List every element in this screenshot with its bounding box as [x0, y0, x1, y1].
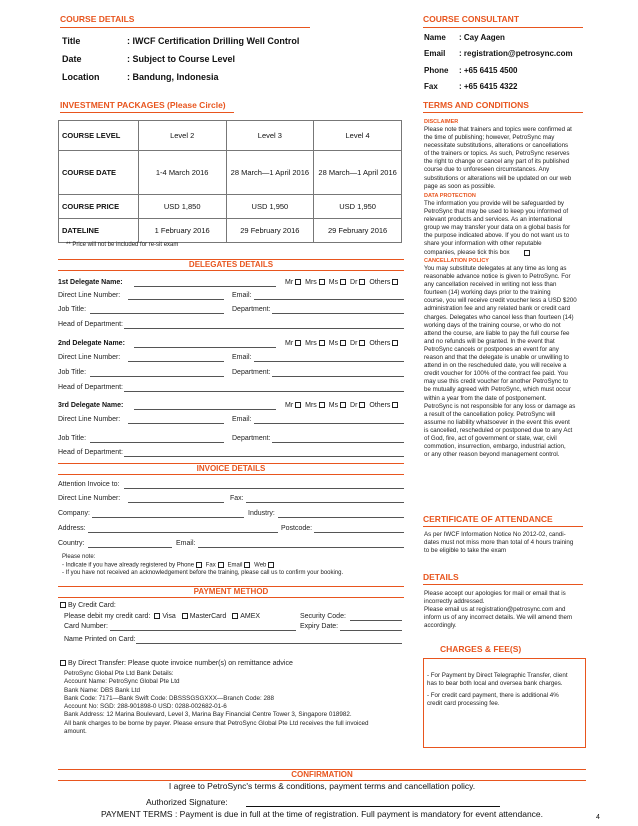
amex-label: AMEX	[240, 613, 261, 620]
country-field[interactable]	[88, 547, 172, 548]
disclaimer-title: DISCLAIMER	[424, 119, 459, 125]
mr-label: Mr	[285, 340, 294, 347]
bank-line: All bank charges to be borne by payer. Please ensure that PetroSync Global Pte Ltd receives the full invoiced	[64, 719, 369, 727]
text-line: within a year from the date of postponement.	[424, 394, 547, 402]
investment-table	[58, 120, 402, 243]
text-line: commotion, insurrection, embargo, industrial action,	[424, 443, 566, 451]
table-cell: 29 February 2016	[226, 219, 314, 243]
heading-underline	[423, 27, 583, 28]
expiry-date-field[interactable]	[340, 630, 402, 631]
charges-item	[427, 692, 583, 708]
expiry-date-label: Expiry Date:	[300, 623, 339, 630]
text-line: necessitate substitutions, alterations or cancellations	[424, 142, 569, 150]
table-cell: DATELINE	[59, 219, 139, 243]
others-checkbox[interactable]	[392, 402, 398, 408]
mrs-checkbox[interactable]	[319, 402, 325, 408]
heading-underline	[423, 584, 583, 585]
bank-line: Bank Code: 7171—Bank Swift Code: DBSSSGSGXXX—Branch Code: 288	[64, 694, 275, 702]
delegate-3-name-label: 3rd Delegate Name:	[58, 402, 124, 409]
bank-line: Bank Name: DBS Bank Ltd	[64, 686, 140, 694]
mrs-checkbox[interactable]	[319, 279, 325, 285]
text-line: course, you will receive credit voucher less a USD $200	[424, 297, 577, 305]
job-title-label: Job Title:	[58, 369, 87, 376]
consultant-name-value: : Cay Aagen	[459, 33, 505, 42]
text-line: fourteen (14) working days prior to the training	[424, 289, 551, 297]
head-of-department-label: Head of Department:	[58, 449, 123, 456]
others-checkbox[interactable]	[392, 340, 398, 346]
text-line: PetroSync cancels or postpones an event for any	[424, 345, 559, 353]
mr-label: Mr	[285, 279, 294, 286]
delegates-band	[58, 259, 404, 271]
mr-checkbox[interactable]	[295, 340, 301, 346]
consultant-fax-label: Fax	[424, 82, 438, 91]
cancellation-title: CANCELLATION POLICY	[424, 258, 489, 264]
email-label: Email:	[232, 354, 252, 361]
address-label: Address:	[58, 525, 86, 532]
ms-label: Ms	[328, 402, 339, 409]
text-line: attend in on the rescheduled date, you will receive a	[424, 362, 567, 370]
certificate-heading: CERTIFICATE OF ATTENDANCE	[423, 514, 553, 524]
delegate-2-name-field[interactable]	[134, 347, 276, 348]
text-line: - For credit card payment, there is additional 4%	[427, 692, 559, 699]
bank-line: PetroSync Global Pte Ltd Bank Details:	[64, 670, 174, 677]
table-cell: COURSE PRICE	[59, 195, 139, 219]
direct-line-field[interactable]	[128, 423, 224, 424]
table-cell: 1 February 2016	[138, 219, 226, 243]
signature-label: Authorized Signature:	[146, 797, 228, 807]
text-line: charges. Delegates who cancel less than fourteen (14)	[424, 313, 574, 321]
debit-label: Please debit my credit card:	[64, 613, 151, 620]
title-options	[285, 279, 400, 286]
text-line: attend the course, are liable to pay the full course fee	[424, 329, 570, 337]
country-label: Country:	[58, 540, 85, 547]
table-cell: 28 March—1 April 2016	[314, 151, 402, 195]
dr-checkbox[interactable]	[359, 279, 365, 285]
security-code-field[interactable]	[350, 620, 402, 621]
delegate-3-name-field[interactable]	[134, 409, 276, 410]
job-title-field[interactable]	[90, 376, 224, 377]
others-label: Others	[369, 402, 391, 409]
postcode-label: Postcode:	[281, 525, 313, 532]
invoice-email-label: Email:	[176, 540, 196, 547]
text-line: the purpose indicated above. If you do not want us to	[424, 232, 570, 240]
bank-line: Account No: SGD: 288-901898-0 USD: 0288-002682-01-6	[64, 703, 227, 711]
text-line: substitutions or alterations will be updated on our web	[424, 174, 572, 182]
direct-line-label: Direct Line Number:	[58, 354, 121, 361]
invoice-direct-line-field[interactable]	[128, 502, 224, 503]
head-of-department-field[interactable]	[124, 391, 404, 392]
mr-checkbox[interactable]	[295, 279, 301, 285]
title-options	[285, 340, 400, 347]
text-line: administration fee and any related bank or credit card	[424, 305, 571, 313]
mastercard-checkbox[interactable]	[182, 613, 188, 619]
note-line-2: - If you have not received an acknowledgement before the training, please call us to confirm your booking.	[62, 570, 344, 576]
text-line: credit voucher for 100% of the contract fee paid. You	[424, 370, 568, 378]
others-checkbox[interactable]	[392, 279, 398, 285]
industry-field[interactable]	[278, 517, 404, 518]
text-line: be mutually agreed with PetroSync, which must occur	[424, 386, 571, 394]
course-title-label: Title	[62, 36, 81, 46]
text-line: companies, please tick this box	[424, 248, 510, 256]
details-text	[424, 590, 584, 630]
consultant-email-value[interactable]: : registration@petrosync.com	[459, 49, 573, 58]
postcode-field[interactable]	[314, 532, 404, 533]
table-cell: 29 February 2016	[314, 219, 402, 243]
security-code-label: Security Code:	[300, 613, 346, 620]
dr-label: Dr	[350, 279, 358, 286]
course-location-label: Location	[62, 72, 100, 82]
card-number-label: Card Number:	[64, 623, 108, 630]
signature-field[interactable]	[246, 806, 500, 807]
payment-terms: PAYMENT TERMS : Payment is due in full at the time of registration. Full payment is mandatory for event attendance.	[100, 809, 544, 819]
details-heading: DETAILS	[423, 572, 459, 582]
head-of-department-label: Head of Department:	[58, 384, 123, 391]
name-on-card-label: Name Printed on Card:	[64, 636, 136, 643]
head-of-department-label: Head of Department:	[58, 321, 123, 328]
consultant-name-label: Name	[424, 33, 446, 42]
consultant-phone-value: : +65 6415 4500	[459, 66, 518, 75]
mrs-label: Mrs	[305, 402, 317, 409]
department-field[interactable]	[272, 442, 404, 443]
invoice-band	[58, 463, 404, 475]
confirmation-band	[58, 769, 586, 781]
visa-label: Visa	[162, 613, 176, 620]
bank-details	[64, 670, 369, 736]
job-title-label: Job Title:	[58, 435, 87, 442]
text-line: assume no liability whatsoever in the event this event	[424, 418, 570, 426]
bank-line: amount.	[64, 728, 87, 736]
department-label: Department:	[232, 369, 271, 376]
confirmation-heading: CONFIRMATION	[291, 770, 353, 779]
text-line: any cancellation received in writing not less than	[424, 281, 557, 289]
web-checkbox[interactable]	[268, 562, 274, 568]
mrs-label: Mrs	[305, 340, 317, 347]
data-protection-title: DATA PROTECTION	[424, 193, 476, 199]
ms-checkbox[interactable]	[340, 340, 346, 346]
ms-label: Ms	[328, 340, 339, 347]
job-title-label: Job Title:	[58, 306, 87, 313]
invoice-email-field[interactable]	[198, 547, 404, 548]
head-of-department-field[interactable]	[124, 328, 404, 329]
invoice-heading: INVOICE DETAILS	[196, 464, 266, 473]
dr-label: Dr	[350, 340, 358, 347]
text-line: course due to unforeseen circumstances. Any	[424, 166, 550, 174]
text-line: share your information with other reputable	[424, 240, 542, 248]
text-line: reasonable advance notice is given to PetroSync. For	[424, 273, 571, 281]
confirmation-agree: I agree to PetroSync's terms & conditions, payment terms and cancellation policy.	[168, 781, 476, 791]
payment-band	[58, 586, 404, 598]
email-field[interactable]	[254, 361, 404, 362]
text-line: Please note that trainers and topics were confirmed at	[424, 126, 572, 133]
fax-checkbox[interactable]	[218, 562, 224, 568]
department-label: Department:	[232, 306, 271, 313]
card-number-field[interactable]	[110, 630, 296, 631]
name-on-card-field[interactable]	[136, 643, 402, 644]
page-number: 4	[596, 814, 600, 821]
heading-underline	[60, 27, 310, 28]
text-line: to be eligible to take the exam	[424, 547, 507, 555]
text-line: of God, fire, act of government or state, war, civil	[424, 434, 557, 442]
table-header-cell[interactable]: Level 2	[138, 121, 226, 151]
text-line: You may substitute delegates at any time as long as	[424, 265, 567, 272]
dr-checkbox[interactable]	[359, 402, 365, 408]
cancellation-text	[424, 265, 584, 459]
text-line: reason and that the delegate is unable or unwilling to	[424, 354, 569, 362]
ms-label: Ms	[328, 279, 339, 286]
text-line: accordingly.	[424, 622, 457, 630]
title-options	[285, 402, 400, 409]
bank-line: Bank Address: 12 Marina Boulevard, Level 3, Marina Bay Financial Centre Tower 3, Singapore 018982.	[64, 711, 352, 719]
mr-checkbox[interactable]	[295, 402, 301, 408]
text-line: PetroSync that may be used to keep you informed of	[424, 208, 569, 216]
consultant-fax-value: : +65 6415 4322	[459, 82, 518, 91]
heading-underline	[423, 112, 583, 113]
attention-label: Attention Invoice to:	[58, 481, 120, 488]
credit-card-option	[58, 602, 116, 609]
delegates-heading: DELEGATES DETAILS	[188, 260, 274, 269]
text-line: inform us of any incorrect details. We will amend them	[424, 614, 573, 622]
payment-heading: PAYMENT METHOD	[193, 587, 269, 596]
table-cell: USD 1,950	[314, 195, 402, 219]
text-line: The information you provide will be safeguarded by	[424, 200, 564, 207]
text-line: - For Payment by Direct Telegraphic Transfer, client	[427, 672, 568, 679]
direct-transfer-option	[58, 660, 293, 667]
email-checkbox[interactable]	[244, 562, 250, 568]
direct-line-field[interactable]	[128, 299, 224, 300]
table-header-cell[interactable]: Level 4	[314, 121, 402, 151]
direct-transfer-checkbox[interactable]	[60, 660, 66, 666]
text-line: group we may transfer your data on a global basis for	[424, 224, 571, 232]
email-field[interactable]	[254, 299, 404, 300]
head-of-department-field[interactable]	[124, 456, 404, 457]
fax-option-label: Fax	[205, 562, 216, 569]
mrs-label: Mrs	[305, 279, 317, 286]
card-type-options	[64, 613, 260, 620]
text-line: working days of the training course, or who do not	[424, 321, 561, 329]
credit-card-label: By Credit Card:	[68, 602, 116, 609]
email-option-label: Email	[227, 562, 243, 569]
charges-item	[427, 672, 583, 688]
delegate-2-name-label: 2nd Delegate Name:	[58, 340, 125, 347]
text-line: a result of the cancellation policy. PetroSync will	[424, 410, 556, 418]
direct-transfer-label: By Direct Transfer: Please quote invoice number(s) on remittance advice	[68, 660, 293, 667]
attention-field[interactable]	[124, 488, 404, 489]
text-line: Please accept our apologies for mail or email that is	[424, 590, 566, 597]
course-details-heading: COURSE DETAILS	[60, 14, 135, 24]
text-line: As per IWCF Information Notice No 2012-02, candi-	[424, 531, 566, 538]
text-line: PetroSync is not responsible for any loss or damage as	[424, 402, 576, 410]
consultant-heading: COURSE CONSULTANT	[423, 14, 520, 24]
text-line: may use this credit voucher for another PetroSync to	[424, 378, 569, 386]
text-line: relevant products and services. As an international	[424, 216, 563, 224]
text-line: has to bear both local and oversea bank charges.	[427, 680, 563, 688]
others-label: Others	[369, 279, 391, 286]
credit-card-checkbox[interactable]	[60, 602, 66, 608]
table-cell: COURSE DATE	[59, 151, 139, 195]
company-field[interactable]	[92, 517, 244, 518]
web-option-label: Web	[254, 562, 267, 569]
text-line: page as soon as possible.	[424, 182, 496, 190]
course-title-value: : IWCF Certification Drilling Well Control	[127, 36, 300, 46]
phone-checkbox[interactable]	[196, 562, 202, 568]
certificate-text	[424, 531, 584, 555]
table-cell: 28 March—1 April 2016	[226, 151, 314, 195]
email-field[interactable]	[254, 423, 404, 424]
price-note: ** Price will not be included for re-sit exam	[66, 242, 179, 248]
text-line: and no refunds will be granted. In the event that	[424, 337, 555, 345]
consultant-email-label: Email	[424, 49, 446, 58]
text-line: credit card processing fee.	[427, 700, 500, 708]
text-line: Please email us at registration@petrosync.com and	[424, 606, 566, 614]
bank-line: Account Name: PetroSync Global Pte Ltd	[64, 678, 180, 686]
heading-underline	[60, 112, 234, 113]
text-line: dates must not miss more than total of 4 hours training	[424, 539, 574, 547]
course-date-label: Date	[62, 54, 82, 64]
mastercard-label: MasterCard	[189, 613, 227, 620]
course-date-value: : Subject to Course Level	[127, 54, 236, 64]
delegate-1-name-label: 1st Delegate Name:	[58, 279, 123, 286]
disclaimer-text	[424, 126, 584, 191]
note-title: Please note:	[62, 554, 96, 560]
terms-heading: TERMS AND CONDITIONS	[423, 100, 529, 110]
consultant-phone-label: Phone	[424, 66, 449, 75]
investment-heading: INVESTMENT PACKAGES (Please Circle)	[60, 100, 226, 110]
dr-checkbox[interactable]	[359, 340, 365, 346]
ms-checkbox[interactable]	[340, 402, 346, 408]
ms-checkbox[interactable]	[340, 279, 346, 285]
fax-label: Fax:	[230, 495, 244, 502]
dr-label: Dr	[350, 402, 358, 409]
data-protection-text	[424, 200, 584, 257]
course-location-value: : Bandung, Indonesia	[127, 72, 219, 82]
address-field[interactable]	[88, 532, 278, 533]
charges-heading: CHARGES & FEE(S)	[440, 644, 522, 654]
text-line: is cancelled, rescheduled or postponed due to any Act	[424, 426, 573, 434]
text-line: the right to change or cancel any part of its published	[424, 158, 570, 166]
others-label: Others	[369, 340, 391, 347]
note1-text: - Indicate if you have already registered by Phone	[62, 562, 195, 569]
email-label: Email:	[232, 292, 252, 299]
table-cell: 1-4 March 2016	[138, 151, 226, 195]
mrs-checkbox[interactable]	[319, 340, 325, 346]
amex-checkbox[interactable]	[232, 613, 238, 619]
table-header-cell: COURSE LEVEL	[59, 121, 139, 151]
text-line: the time of publishing; however, PetroSync may	[424, 134, 555, 142]
delegate-1-name-field[interactable]	[134, 286, 276, 287]
email-label: Email:	[232, 416, 252, 423]
job-title-field[interactable]	[90, 442, 224, 443]
text-line: or any other reason beyond management control.	[424, 451, 560, 459]
job-title-field[interactable]	[90, 313, 224, 314]
table-header-cell[interactable]: Level 3	[226, 121, 314, 151]
department-label: Department:	[232, 435, 271, 442]
direct-line-label: Direct Line Number:	[58, 416, 121, 423]
table-cell: USD 1,850	[138, 195, 226, 219]
company-label: Company:	[58, 510, 90, 517]
direct-line-field[interactable]	[128, 361, 224, 362]
text-line: of the trainers or topics. As such, PetroSync reserves	[424, 150, 570, 158]
fax-field[interactable]	[246, 502, 404, 503]
direct-line-label: Direct Line Number:	[58, 292, 121, 299]
mr-label: Mr	[285, 402, 294, 409]
industry-label: Industry:	[248, 510, 275, 517]
department-field[interactable]	[272, 376, 404, 377]
heading-underline	[423, 526, 583, 527]
text-line: incorrectly addressed.	[424, 598, 485, 606]
visa-checkbox[interactable]	[154, 613, 160, 619]
data-protection-checkbox[interactable]	[524, 250, 530, 256]
table-cell: USD 1,950	[226, 195, 314, 219]
invoice-direct-line-label: Direct Line Number:	[58, 495, 121, 502]
department-field[interactable]	[272, 313, 404, 314]
